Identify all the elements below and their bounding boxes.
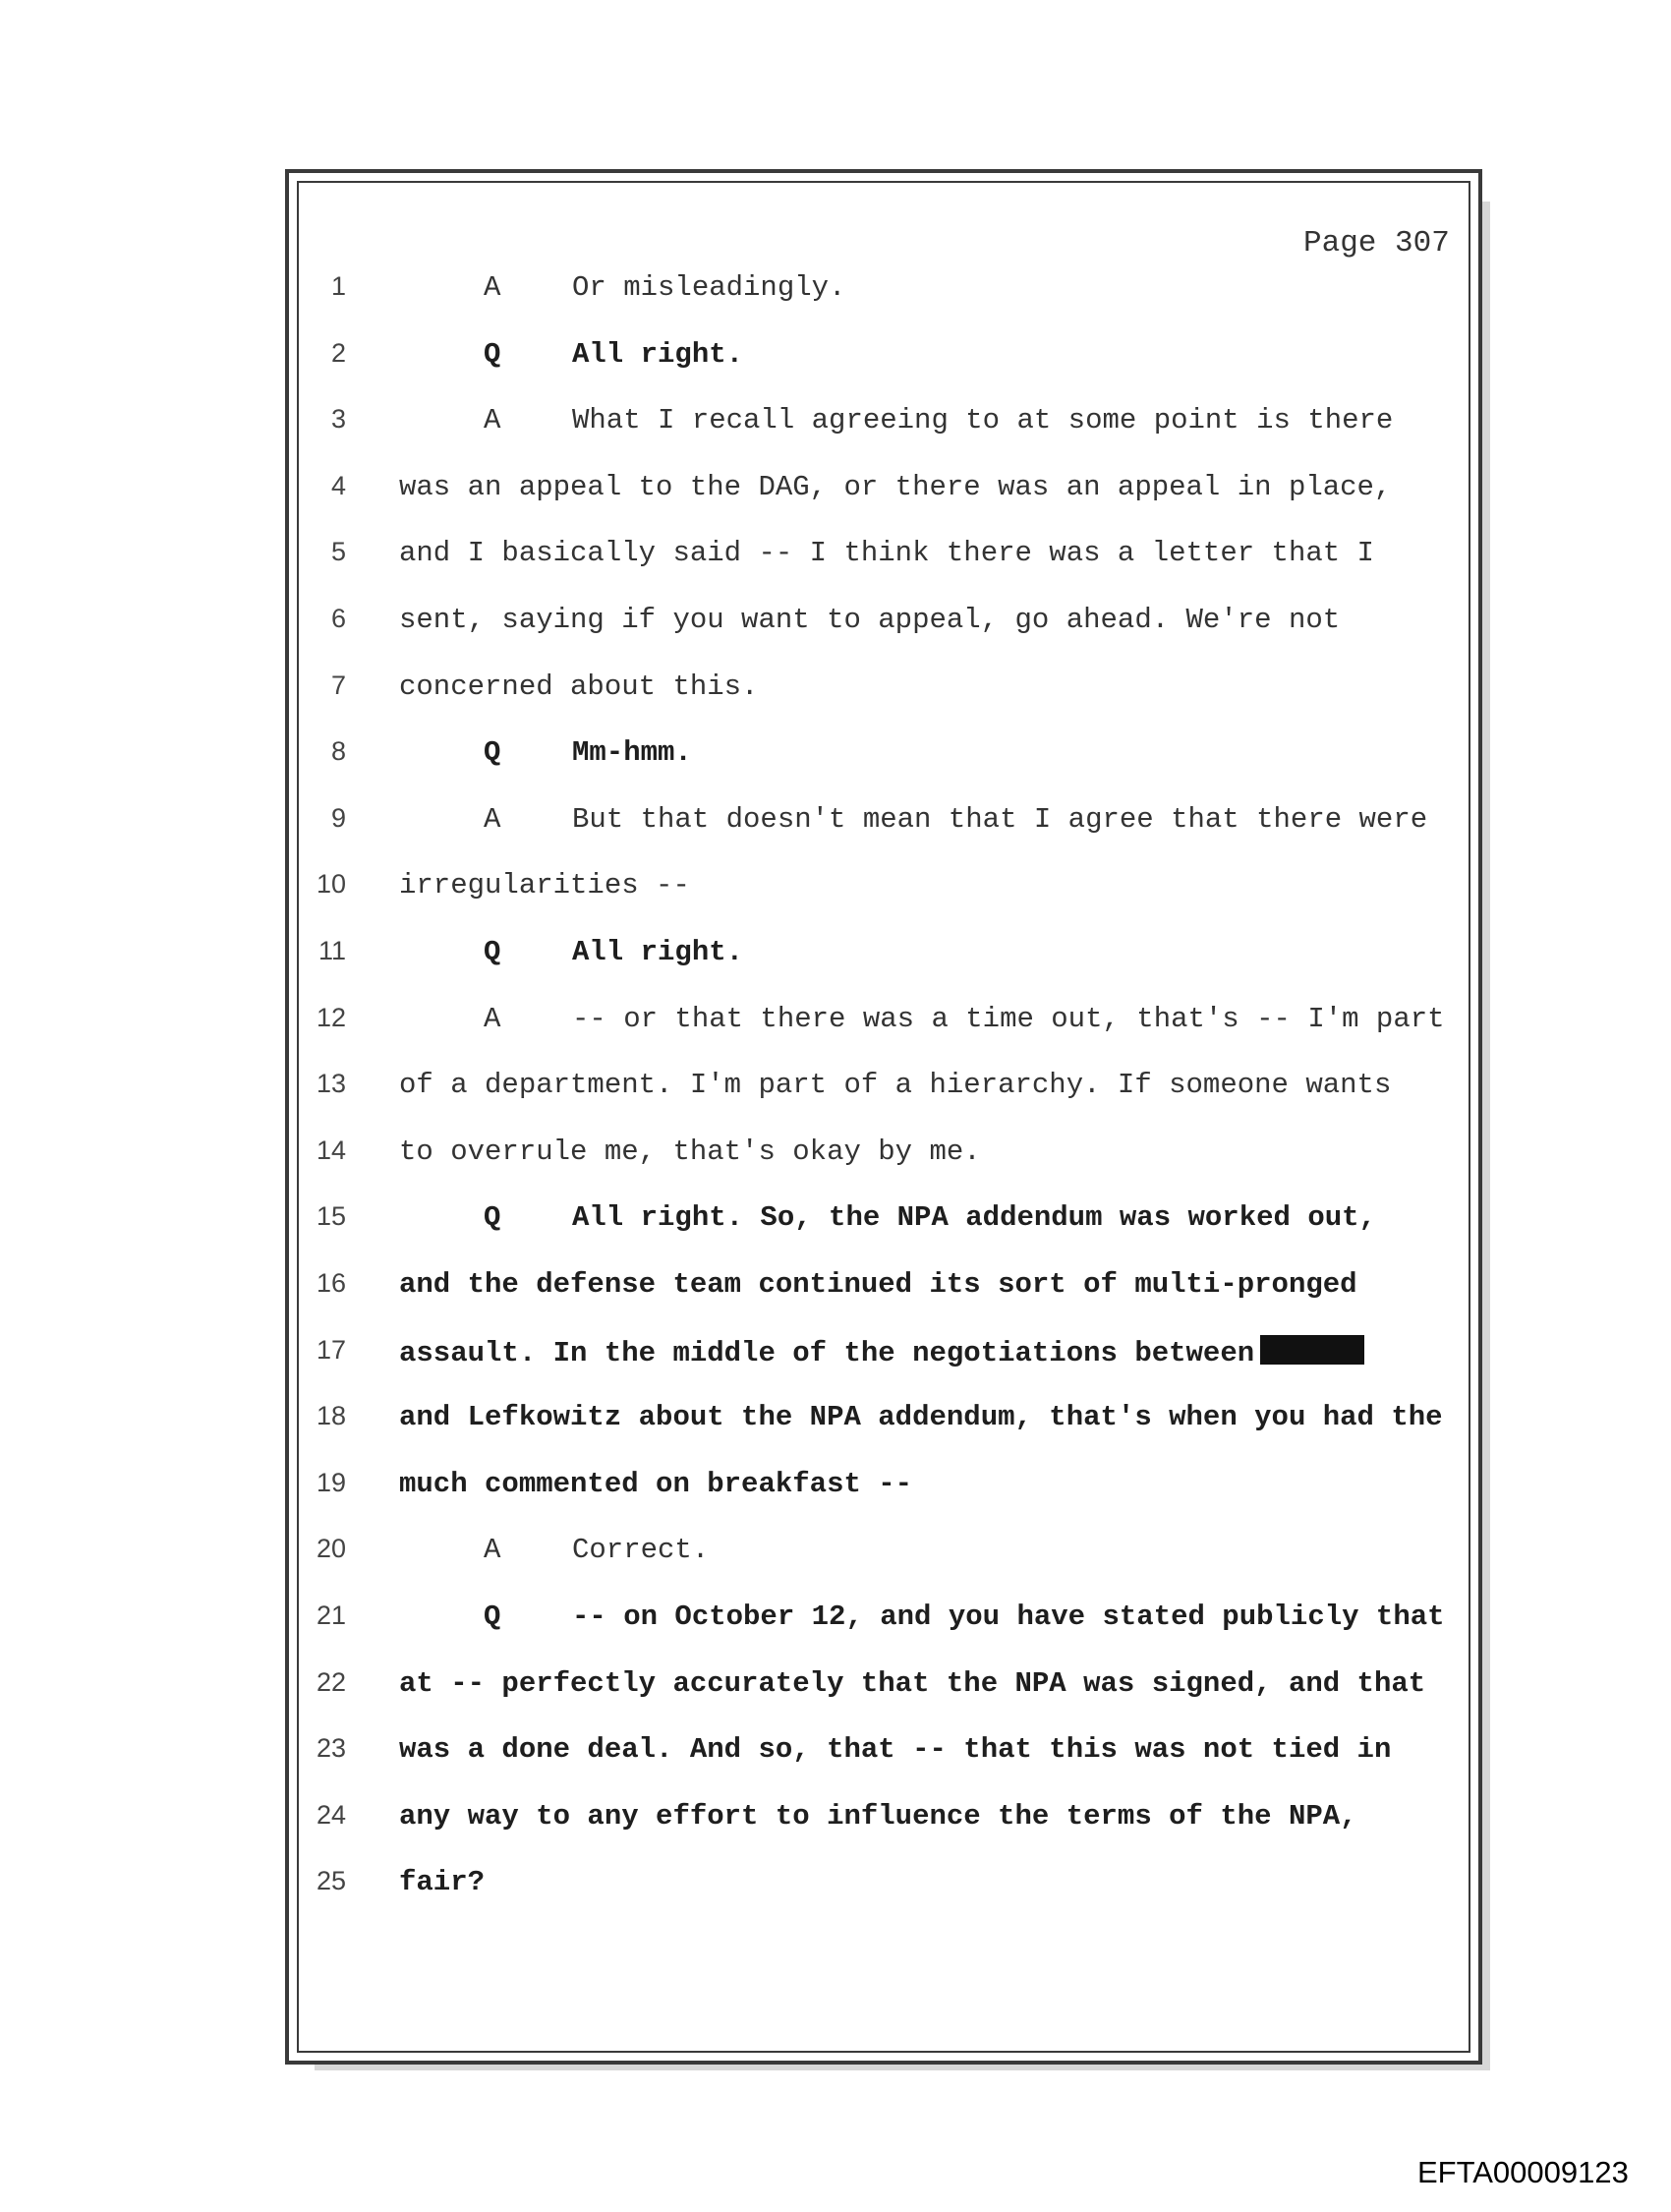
line-text: to overrule me, that's okay by me. — [399, 1135, 981, 1168]
line-number: 1 — [330, 271, 346, 301]
line-text-wrap — [572, 736, 692, 769]
line-text-wrap — [399, 1401, 1443, 1433]
transcript-line — [0, 869, 1671, 908]
redaction-block — [1260, 1335, 1364, 1365]
line-text-wrap — [399, 537, 1374, 569]
line-text: But that doesn't mean that I agree that there were — [572, 803, 1428, 836]
transcript-line — [0, 471, 1671, 510]
page-number: Page 307 — [1303, 226, 1450, 261]
line-number: 23 — [316, 1733, 346, 1763]
page-shadow-bottom — [315, 2065, 1490, 2070]
line-text: and I basically said -- I think there was a letter that I — [399, 537, 1374, 569]
line-number: 22 — [316, 1667, 346, 1697]
transcript-line — [0, 1733, 1671, 1773]
line-text: was a done deal. And so, that -- that this was not tied in — [399, 1733, 1392, 1766]
transcript-line — [0, 1069, 1671, 1108]
line-text-wrap — [572, 1534, 709, 1566]
line-text: and Lefkowitz about the NPA addendum, that's when you had the — [399, 1401, 1443, 1433]
line-text-wrap — [572, 271, 845, 304]
line-number: 21 — [316, 1601, 346, 1630]
transcript-line — [0, 1401, 1671, 1440]
line-text-wrap — [399, 1800, 1357, 1833]
transcript-line — [0, 1201, 1671, 1241]
transcript-line — [0, 338, 1671, 378]
line-text: irregularities -- — [399, 869, 690, 902]
line-text-wrap — [399, 670, 758, 703]
line-text-wrap — [399, 1069, 1391, 1101]
transcript-line — [0, 1667, 1671, 1707]
line-text-wrap — [399, 1866, 485, 1898]
transcript-page-frame — [285, 169, 1482, 2065]
line-number: 18 — [316, 1401, 346, 1430]
line-text: Mm-hmm. — [572, 736, 692, 769]
speaker-label: Q — [484, 736, 501, 769]
line-text: any way to any effort to influence the terms of the NPA, — [399, 1800, 1357, 1833]
line-number: 2 — [330, 338, 346, 368]
line-text-wrap — [399, 604, 1340, 636]
line-number: 15 — [316, 1201, 346, 1231]
line-text: Or misleadingly. — [572, 271, 846, 304]
line-text: concerned about this. — [399, 670, 759, 703]
line-number: 12 — [316, 1003, 346, 1032]
line-text: at -- perfectly accurately that the NPA was signed, and that — [399, 1667, 1426, 1700]
speaker-label: Q — [484, 338, 501, 371]
line-number: 6 — [330, 604, 346, 633]
line-text: What I recall agreeing to at some point is there — [572, 404, 1394, 437]
line-text: All right. — [572, 338, 744, 371]
transcript-line — [0, 1800, 1671, 1839]
transcript-line — [0, 604, 1671, 643]
line-number: 8 — [330, 736, 346, 766]
transcript-line — [0, 1268, 1671, 1308]
line-number: 20 — [316, 1534, 346, 1563]
transcript-line — [0, 803, 1671, 843]
line-text: All right. So, the NPA addendum was worked out, — [572, 1201, 1376, 1234]
line-text-wrap — [399, 1335, 1364, 1369]
line-number: 19 — [316, 1468, 346, 1497]
line-text: and the defense team continued its sort of multi-pronged — [399, 1268, 1357, 1301]
transcript-line — [0, 537, 1671, 576]
transcript-line — [0, 1866, 1671, 1905]
line-number: 25 — [316, 1866, 346, 1895]
line-text-wrap — [572, 1003, 1445, 1035]
transcript-line — [0, 736, 1671, 776]
speaker-label: Q — [484, 1201, 501, 1234]
transcript-line — [0, 1534, 1671, 1573]
line-number: 5 — [330, 537, 346, 566]
line-text-wrap — [399, 1468, 912, 1500]
line-text: -- or that there was a time out, that's -- I'm part — [572, 1003, 1445, 1035]
line-text: Correct. — [572, 1534, 710, 1566]
line-number: 10 — [316, 869, 346, 899]
line-text-wrap — [572, 1601, 1445, 1633]
transcript-line — [0, 1003, 1671, 1042]
line-text: assault. In the middle of the negotiations between — [399, 1337, 1255, 1369]
line-text-wrap — [572, 404, 1393, 437]
transcript-line — [0, 1601, 1671, 1640]
line-number: 13 — [316, 1069, 346, 1098]
line-text-wrap — [399, 1667, 1425, 1700]
line-text: -- on October 12, and you have stated publicly that — [572, 1601, 1445, 1633]
line-number: 24 — [316, 1800, 346, 1830]
transcript-line — [0, 1335, 1671, 1374]
speaker-label: A — [484, 803, 501, 836]
transcript-line — [0, 1135, 1671, 1175]
speaker-label: A — [484, 1003, 501, 1035]
line-text-wrap — [399, 1135, 981, 1168]
line-text-wrap — [572, 1201, 1376, 1234]
line-text: much commented on breakfast -- — [399, 1468, 913, 1500]
speaker-label: Q — [484, 936, 501, 968]
speaker-label: Q — [484, 1601, 501, 1633]
line-number: 3 — [330, 404, 346, 434]
line-text-wrap — [572, 338, 743, 371]
line-number: 17 — [316, 1335, 346, 1365]
line-number: 16 — [316, 1268, 346, 1298]
line-text-wrap — [399, 1733, 1391, 1766]
line-text-wrap — [399, 1268, 1357, 1301]
line-text-wrap — [572, 803, 1427, 836]
line-text: was an appeal to the DAG, or there was an appeal in place, — [399, 471, 1392, 503]
line-text-wrap — [399, 869, 690, 902]
transcript-line — [0, 670, 1671, 710]
speaker-label: A — [484, 1534, 501, 1566]
line-number: 7 — [330, 670, 346, 700]
speaker-label: A — [484, 404, 501, 437]
transcript-line — [0, 404, 1671, 443]
transcript-line — [0, 1468, 1671, 1507]
document-id: EFTA00009123 — [1417, 2155, 1629, 2189]
transcript-line — [0, 271, 1671, 311]
line-text-wrap — [572, 936, 743, 968]
line-text: of a department. I'm part of a hierarchy. If someone wants — [399, 1069, 1392, 1101]
line-number: 4 — [330, 471, 346, 500]
line-text: sent, saying if you want to appeal, go ahead. We're not — [399, 604, 1341, 636]
line-number: 9 — [330, 803, 346, 833]
line-number: 11 — [317, 936, 346, 965]
transcript-line — [0, 936, 1671, 975]
line-text: All right. — [572, 936, 744, 968]
speaker-label: A — [484, 271, 501, 304]
line-number: 14 — [316, 1135, 346, 1165]
line-text-wrap — [399, 471, 1391, 503]
line-text: fair? — [399, 1866, 486, 1898]
